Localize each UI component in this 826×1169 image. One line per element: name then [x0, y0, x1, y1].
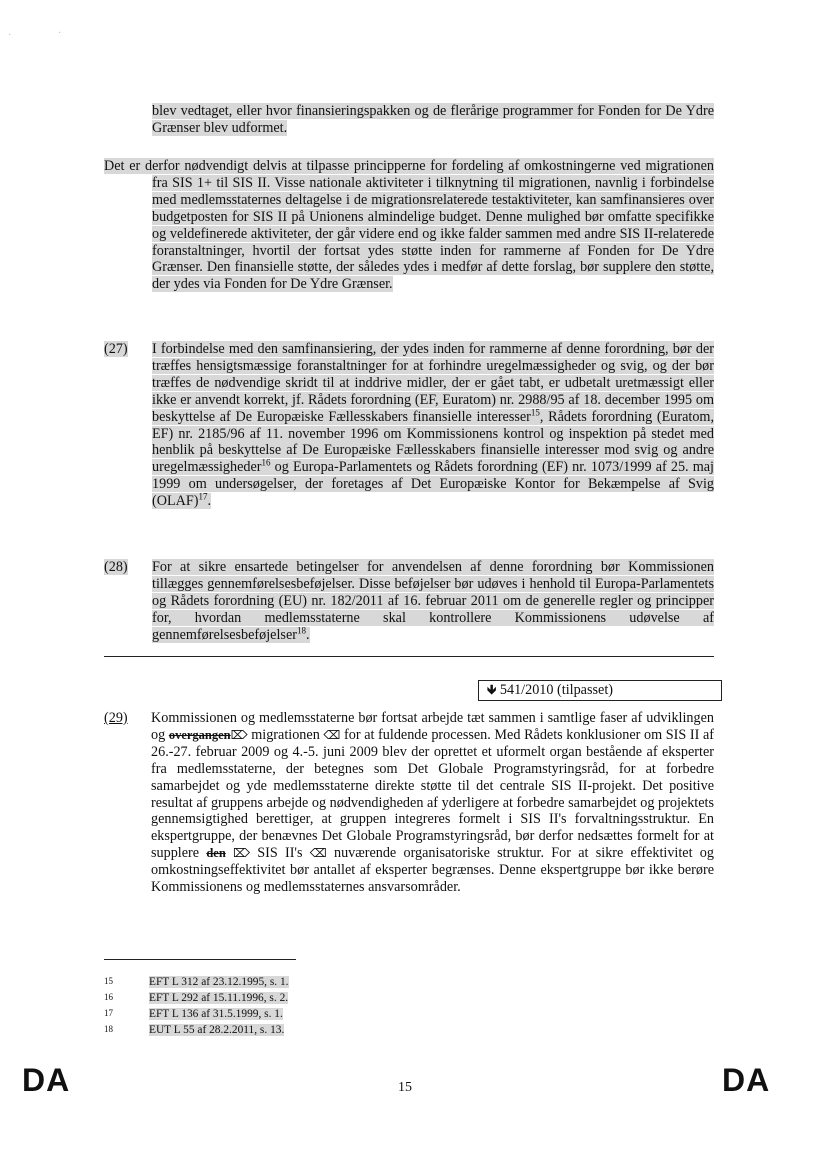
footnote-ref[interactable]: 15 [530, 406, 540, 417]
paragraph-text: blev vedtaget, eller hvor finansieringspakken og de flerårige programmer for Fonden for De Ydre Grænser blev udformet. [152, 103, 714, 136]
language-code-left: DA [22, 1062, 71, 1098]
footnote-ref[interactable]: 16 [261, 457, 271, 468]
recital-27-text: og Europa-Parlamentets og Rådets forordning (EF) nr. 1073/1999 af 25. maj 1999 om undersøgelser, der foretages af Det Europæiske Kontor for Bekæmpelse af Svig (OLAF) [152, 459, 714, 510]
footnote-ref[interactable]: 18 [296, 624, 306, 635]
recital-number-27: (27) [104, 341, 128, 357]
footnote-divider [104, 959, 296, 960]
recital-27-text: . [207, 493, 212, 510]
footnote-text: EFT L 312 af 23.12.1995, s. 1. [149, 976, 289, 988]
scan-mark: · [58, 28, 62, 39]
footnote-number: 18 [104, 1024, 113, 1034]
recital-28-text: For at sikre ensartede betingelser for anvendelsen af denne forordning bør Kommissionen tillægges gennemførelsesbeføjelser. Disse beføjelser bør udøves i henhold til Europa-Parlamentets og Rådets forordning (EU) nr. 182/2011 af 16. februar 2011 om de generelle regler og principper for, hvordan medlemsstaterne skal kontrollere Kommissionens udøvelse af gennemførelsesbeføjelser [152, 559, 714, 643]
scan-mark: · [8, 30, 12, 41]
language-code-right: DA [722, 1062, 771, 1098]
footnote-text: EFT L 292 af 15.11.1996, s. 2. [149, 992, 289, 1004]
page-number: 15 [398, 1080, 412, 1095]
recital-28-text: . [305, 626, 310, 643]
footnote [104, 1023, 284, 1038]
recital-29-text: migrationen [247, 726, 324, 743]
paragraph-det-er-derfor [104, 158, 714, 293]
recital-number-28: (28) [104, 559, 128, 575]
continuation-paragraph [152, 103, 714, 137]
recital-29 [151, 710, 714, 896]
recital-29-text: Kommissionen og medlemsstaterne bør fortsat arbejde tæt sammen i samtlige faser af udviklingen og [151, 710, 714, 743]
recital-27-text: I forbindelse med den samfinansiering, der ydes inden for rammerne af denne forordning, bør der træffes hensigtsmæssige foranstaltninger for at forhindre uregelmæssigheder og svig, og der bør træffes de nødvendige skridt til at inddrive midler, der er gået tabt, er udbetalt uretmæssigt eller ikke er anvendt korrekt, jf. Rådets forordning (EF, Euratom) nr. 2988/95 af 18. december 1995 om beskyttelse af De Europæiske Fællesskabers finansielle interesser [152, 341, 714, 425]
insertion-end-icon: ⌫ [309, 846, 327, 861]
footnote-number: 15 [104, 976, 113, 986]
deleted-text: overgangen [168, 727, 231, 742]
recital-27-text: , Rådets forordning (Euratom, EF) nr. 2185/96 af 11. november 1996 om Kommissionens kontrol og inspektion på stedet med henblik på beskyttelse af De Europæiske Fællesskabers finansielle interesser mod svig og andre uregelmæssigheder [152, 408, 714, 476]
recital-28 [152, 559, 714, 644]
insertion-start-icon: ⌦ [233, 846, 250, 861]
footnote-number: 17 [104, 1008, 113, 1018]
footnote-ref[interactable]: 17 [198, 491, 208, 502]
footnote [104, 1007, 283, 1022]
insertion-end-icon: ⌫ [323, 727, 341, 742]
paragraph-text: Det er derfor nødvendigt delvis at tilpasse principperne for fordeling af omkostningerne ved migrationen fra SIS 1+ til SIS II. Visse nationale aktiviteter i tilknytning til migrationen, navnlig i forbindelse med medlemsstaternes deltagelse i de migrationsrelaterede testaktiviteter, kan samfinansieres over budgetposten for SIS II på Unionens almindelige budget. Denne mulighed bør omfatte specifikke og veldefinerede aktiviteter, der går videre end og ikke falder sammen med andre SIS II-relaterede foranstaltninger, hvortil der fortsat ydes støtte inden for rammerne af Fonden for De Ydre Grænser. Den finansielle støtte, der således ydes i medfør af dette forslag, bør supplere den støtte, der ydes via Fonden for De Ydre Grænser. [104, 158, 714, 293]
footnote-text: EFT L 136 af 31.5.1999, s. 1. [149, 1008, 283, 1020]
section-divider [104, 656, 714, 657]
footnote-number: 16 [104, 992, 113, 1002]
deleted-text: den [206, 846, 226, 861]
recital-27 [152, 341, 714, 510]
footnote [104, 991, 288, 1006]
recital-number-29: (29) [104, 710, 128, 726]
recital-29-text: for at fuldende processen. Med Rådets konklusioner om SIS II af 26.-27. februar 2009 og 4.-5. juni 2009 blev der oprettet et uformelt organ bestående af eksperter fra medlemsstaterne, der betegnes som Det Globale Programstyringsråd, for at forbedre samarbejdet og yde medlemsstaterne direkte støtte til det centrale SIS II-projekt. Det positive resultat af gruppens arbejde og nødvendigheden af yderligere at forbedre samarbejdet og projektets gennemsigtighed berettiger, at gruppen integreres formelt i SIS II's forvaltningsstruktur. En ekspertgruppe, der benævnes Det Globale Programstyringsråd, bør derfor nedsættes formelt for at supplere [151, 726, 715, 862]
arrow-down-icon: 🡻 [487, 683, 497, 698]
insertion-start-icon: ⌦ [230, 727, 248, 742]
footnote [104, 975, 289, 990]
recital-29-text: SIS II's [249, 845, 310, 862]
recital-29-text: nuværende organisatoriske struktur. For at sikre effektivitet og omkostningseffektivitet bør antallet af eksperter begrænses. Denne ekspertgruppe bør ikke berøre Kommissionens og medlemsstaternes ansvarsområder. [151, 845, 714, 896]
footnote-text: EUT L 55 af 28.2.2011, s. 13. [149, 1024, 285, 1036]
source-reference-label: 541/2010 (tilpasset) [499, 682, 613, 698]
source-reference-box [478, 680, 722, 701]
